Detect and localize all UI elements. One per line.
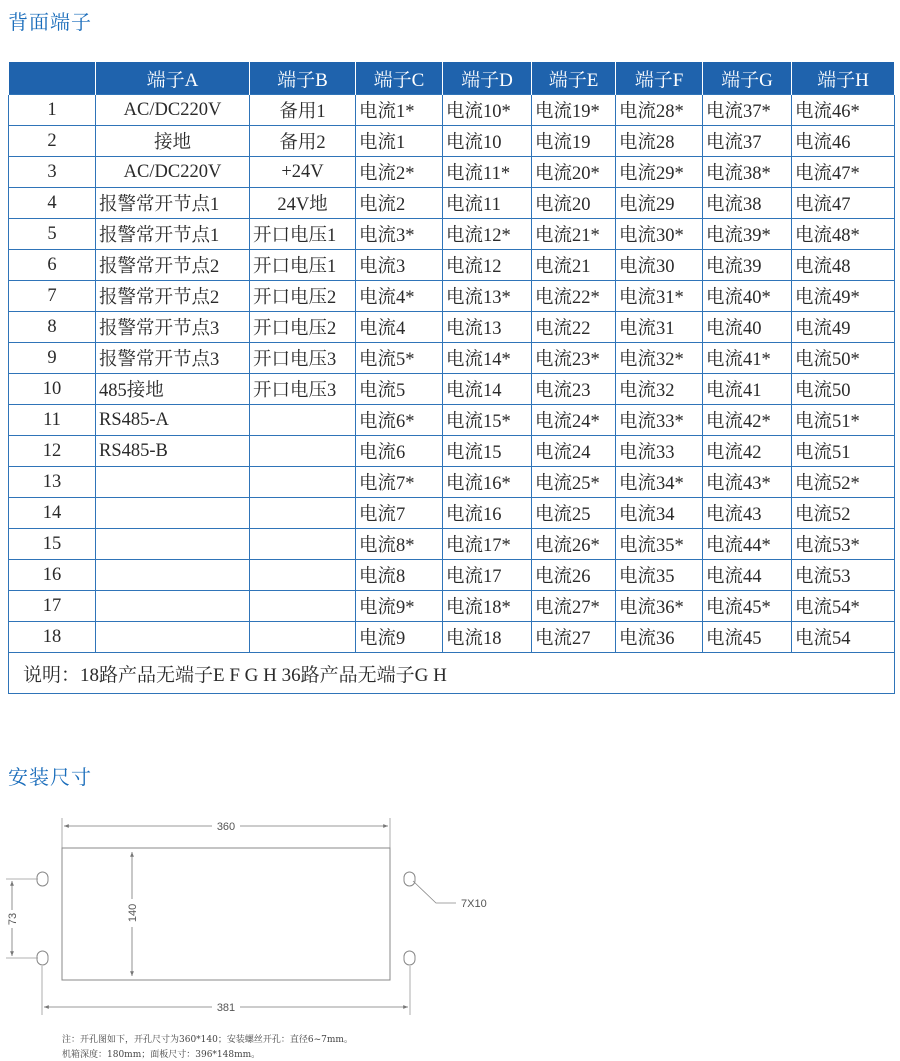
header-terminal: 端子E: [532, 62, 616, 95]
terminal-cell: 电流30: [616, 250, 703, 281]
terminal-cell: 电流3: [356, 250, 443, 281]
table-row: [9, 95, 895, 126]
section-title-terminals: 背面端子: [8, 12, 92, 34]
terminal-cell: 报警常开节点2: [96, 250, 250, 281]
row-number: 2: [9, 126, 96, 157]
row-number: 11: [9, 405, 96, 436]
terminal-cell: 电流42*: [703, 405, 792, 436]
terminal-cell: 电流7: [356, 498, 443, 529]
terminal-cell: 电流32: [616, 374, 703, 405]
terminal-cell: 电流11*: [443, 157, 532, 188]
terminal-cell: RS485-B: [96, 436, 250, 467]
header-terminal: 端子A: [96, 62, 250, 95]
row-number: 1: [9, 95, 96, 126]
terminal-cell: 电流51*: [792, 405, 895, 436]
terminal-cell: 电流50: [792, 374, 895, 405]
mounting-hole: [37, 872, 48, 886]
table-row: [9, 591, 895, 622]
terminal-cell: [250, 467, 356, 498]
terminal-cell: 电流12: [443, 250, 532, 281]
terminal-cell: 电流31: [616, 312, 703, 343]
header-index: [9, 62, 96, 95]
terminal-cell: 电流16*: [443, 467, 532, 498]
terminal-cell: [250, 622, 356, 653]
table-header-row: [9, 62, 895, 95]
terminal-cell: 电流16: [443, 498, 532, 529]
terminal-cell: 电流53: [792, 560, 895, 591]
terminal-cell: 电流28*: [616, 95, 703, 126]
terminal-cell: [250, 436, 356, 467]
terminal-cell: 24V地: [250, 188, 356, 219]
terminal-cell: 电流39*: [703, 219, 792, 250]
terminal-cell: 电流52*: [792, 467, 895, 498]
terminal-cell: 电流29*: [616, 157, 703, 188]
terminal-cell: 电流14*: [443, 343, 532, 374]
terminal-cell: 电流18: [443, 622, 532, 653]
row-number: 17: [9, 591, 96, 622]
terminal-cell: 电流50*: [792, 343, 895, 374]
terminal-cell: [250, 405, 356, 436]
terminal-cell: 电流22: [532, 312, 616, 343]
mounting-hole: [37, 951, 48, 965]
terminal-cell: 电流35: [616, 560, 703, 591]
terminal-cell: 电流18*: [443, 591, 532, 622]
terminal-cell: AC/DC220V: [96, 157, 250, 188]
terminal-cell: 电流8: [356, 560, 443, 591]
terminal-cell: 接地: [96, 126, 250, 157]
table-row: [9, 498, 895, 529]
row-number: 14: [9, 498, 96, 529]
terminal-cell: 电流20*: [532, 157, 616, 188]
terminal-cell: 电流24*: [532, 405, 616, 436]
terminal-cell: 电流31*: [616, 281, 703, 312]
terminal-cell: 电流39: [703, 250, 792, 281]
terminal-cell: 电流6*: [356, 405, 443, 436]
terminal-cell: 电流38*: [703, 157, 792, 188]
row-number: 7: [9, 281, 96, 312]
table-note: 说明：18路产品无端子E F G H 36路产品无端子G H: [9, 653, 895, 694]
table-row: [9, 126, 895, 157]
table-row: [9, 312, 895, 343]
dim-label-360: 360: [216, 821, 236, 833]
terminal-cell: 备用2: [250, 126, 356, 157]
terminal-cell: 电流41*: [703, 343, 792, 374]
terminal-cell: 开口电压2: [250, 281, 356, 312]
terminal-cell: 电流54: [792, 622, 895, 653]
footnote-cutout: 注：开孔图如下，开孔尺寸为360*140；安装螺丝开孔：直径6~7mm。: [62, 1035, 353, 1045]
terminal-cell: 电流21*: [532, 219, 616, 250]
terminal-cell: 电流40*: [703, 281, 792, 312]
terminal-cell: 电流48: [792, 250, 895, 281]
hole-size-label: 7X10: [461, 898, 487, 910]
terminal-cell: 电流5: [356, 374, 443, 405]
terminal-cell: 报警常开节点3: [96, 343, 250, 374]
terminal-cell: 电流47*: [792, 157, 895, 188]
terminal-cell: AC/DC220V: [96, 95, 250, 126]
terminal-cell: 电流10*: [443, 95, 532, 126]
terminal-cell: 电流19: [532, 126, 616, 157]
terminal-cell: 电流5*: [356, 343, 443, 374]
terminal-cell: 电流54*: [792, 591, 895, 622]
terminal-cell: [250, 498, 356, 529]
terminal-cell: 电流7*: [356, 467, 443, 498]
terminal-cell: [250, 591, 356, 622]
terminal-cell: 备用1: [250, 95, 356, 126]
terminal-cell: 电流43: [703, 498, 792, 529]
row-number: 8: [9, 312, 96, 343]
table-row: [9, 188, 895, 219]
terminal-cell: 电流26: [532, 560, 616, 591]
terminal-cell: 开口电压1: [250, 219, 356, 250]
terminal-cell: 电流37*: [703, 95, 792, 126]
terminal-cell: [96, 498, 250, 529]
terminal-cell: 电流15: [443, 436, 532, 467]
mounting-hole: [404, 951, 415, 965]
terminal-cell: 电流33: [616, 436, 703, 467]
terminal-cell: 电流27*: [532, 591, 616, 622]
terminal-cell: 电流47: [792, 188, 895, 219]
terminal-cell: 电流2*: [356, 157, 443, 188]
terminal-cell: 电流43*: [703, 467, 792, 498]
terminal-cell: 电流3*: [356, 219, 443, 250]
terminal-cell: 电流45*: [703, 591, 792, 622]
terminal-cell: 电流4: [356, 312, 443, 343]
terminal-cell: 电流35*: [616, 529, 703, 560]
table-row: [9, 157, 895, 188]
table-row: [9, 343, 895, 374]
terminal-cell: [96, 467, 250, 498]
terminal-cell: 电流9: [356, 622, 443, 653]
terminal-cell: 开口电压2: [250, 312, 356, 343]
dim-label-381: 381: [216, 1002, 236, 1014]
footnote-panel-size: 机箱深度：180mm；面板尺寸：396*148mm。: [62, 1050, 261, 1060]
table-row: [9, 467, 895, 498]
terminal-cell: 电流19*: [532, 95, 616, 126]
table-row: [9, 436, 895, 467]
terminal-cell: 电流23*: [532, 343, 616, 374]
header-terminal: 端子C: [356, 62, 443, 95]
terminal-cell: 报警常开节点1: [96, 188, 250, 219]
installation-drawing: [0, 800, 900, 1030]
table-row: [9, 374, 895, 405]
terminal-cell: 电流32*: [616, 343, 703, 374]
terminal-cell: 485接地: [96, 374, 250, 405]
terminal-cell: 电流36*: [616, 591, 703, 622]
terminal-cell: 电流10: [443, 126, 532, 157]
row-number: 3: [9, 157, 96, 188]
note-row: [9, 653, 895, 694]
header-terminal: 端子D: [443, 62, 532, 95]
table-row: [9, 405, 895, 436]
table-row: [9, 560, 895, 591]
terminal-cell: 电流27: [532, 622, 616, 653]
terminal-cell: 电流13: [443, 312, 532, 343]
terminal-cell: 电流1: [356, 126, 443, 157]
terminal-cell: 电流37: [703, 126, 792, 157]
terminal-cell: 电流25*: [532, 467, 616, 498]
table-row: [9, 622, 895, 653]
table-row: [9, 281, 895, 312]
terminal-cell: 电流46*: [792, 95, 895, 126]
table-row: [9, 219, 895, 250]
terminal-cell: 电流44*: [703, 529, 792, 560]
row-number: 9: [9, 343, 96, 374]
header-terminal: 端子F: [616, 62, 703, 95]
terminal-cell: 电流38: [703, 188, 792, 219]
terminal-cell: 电流14: [443, 374, 532, 405]
terminal-cell: 电流48*: [792, 219, 895, 250]
terminal-cell: 电流23: [532, 374, 616, 405]
terminal-cell: 开口电压1: [250, 250, 356, 281]
row-number: 6: [9, 250, 96, 281]
dim-label-140: 140: [127, 903, 139, 923]
section-title-install: 安装尺寸: [8, 767, 92, 789]
terminal-cell: [96, 622, 250, 653]
terminal-cell: 电流44: [703, 560, 792, 591]
terminal-cell: 电流17*: [443, 529, 532, 560]
terminal-cell: [250, 529, 356, 560]
terminal-cell: 电流34: [616, 498, 703, 529]
terminal-cell: 电流25: [532, 498, 616, 529]
terminal-cell: 电流6: [356, 436, 443, 467]
terminal-cell: 电流51: [792, 436, 895, 467]
terminal-cell: 电流46: [792, 126, 895, 157]
terminal-cell: 电流33*: [616, 405, 703, 436]
terminal-cell: 电流20: [532, 188, 616, 219]
terminal-cell: 电流1*: [356, 95, 443, 126]
hole-leader-line: [413, 881, 456, 903]
header-terminal: 端子B: [250, 62, 356, 95]
terminal-cell: 电流17: [443, 560, 532, 591]
table-row: [9, 529, 895, 560]
terminal-cell: 电流49: [792, 312, 895, 343]
terminal-cell: 开口电压3: [250, 343, 356, 374]
header-terminal: 端子G: [703, 62, 792, 95]
terminal-cell: [96, 591, 250, 622]
terminal-cell: 电流42: [703, 436, 792, 467]
row-number: 13: [9, 467, 96, 498]
terminal-cell: 开口电压3: [250, 374, 356, 405]
row-number: 16: [9, 560, 96, 591]
row-number: 12: [9, 436, 96, 467]
terminal-cell: 电流40: [703, 312, 792, 343]
terminal-cell: 电流36: [616, 622, 703, 653]
terminal-cell: 电流12*: [443, 219, 532, 250]
terminal-cell: [250, 560, 356, 591]
terminal-cell: 电流45: [703, 622, 792, 653]
terminal-cell: 电流9*: [356, 591, 443, 622]
terminal-cell: 电流15*: [443, 405, 532, 436]
row-number: 15: [9, 529, 96, 560]
terminal-cell: 电流28: [616, 126, 703, 157]
terminal-cell: 电流53*: [792, 529, 895, 560]
terminal-cell: 电流49*: [792, 281, 895, 312]
row-number: 18: [9, 622, 96, 653]
terminal-cell: RS485-A: [96, 405, 250, 436]
row-number: 10: [9, 374, 96, 405]
terminal-cell: 电流26*: [532, 529, 616, 560]
cutout-rectangle: [62, 848, 390, 980]
terminal-cell: 电流11: [443, 188, 532, 219]
terminal-cell: 电流30*: [616, 219, 703, 250]
terminal-cell: 电流2: [356, 188, 443, 219]
terminal-cell: [96, 560, 250, 591]
terminal-cell: 电流21: [532, 250, 616, 281]
dim-label-73: 73: [7, 912, 19, 926]
terminal-cell: 电流22*: [532, 281, 616, 312]
terminal-cell: 报警常开节点1: [96, 219, 250, 250]
terminal-cell: 电流29: [616, 188, 703, 219]
terminal-cell: [96, 529, 250, 560]
table-body: [9, 95, 895, 694]
terminal-cell: 电流24: [532, 436, 616, 467]
row-number: 5: [9, 219, 96, 250]
terminal-cell: 电流41: [703, 374, 792, 405]
terminal-cell: 报警常开节点3: [96, 312, 250, 343]
header-terminal: 端子H: [792, 62, 895, 95]
terminal-cell: 电流4*: [356, 281, 443, 312]
terminal-cell: +24V: [250, 157, 356, 188]
terminal-cell: 报警常开节点2: [96, 281, 250, 312]
terminal-cell: 电流34*: [616, 467, 703, 498]
row-number: 4: [9, 188, 96, 219]
mounting-hole: [404, 872, 415, 886]
terminal-cell: 电流8*: [356, 529, 443, 560]
terminal-cell: 电流13*: [443, 281, 532, 312]
table-row: [9, 250, 895, 281]
terminal-cell: 电流52: [792, 498, 895, 529]
terminal-table: [8, 62, 895, 694]
